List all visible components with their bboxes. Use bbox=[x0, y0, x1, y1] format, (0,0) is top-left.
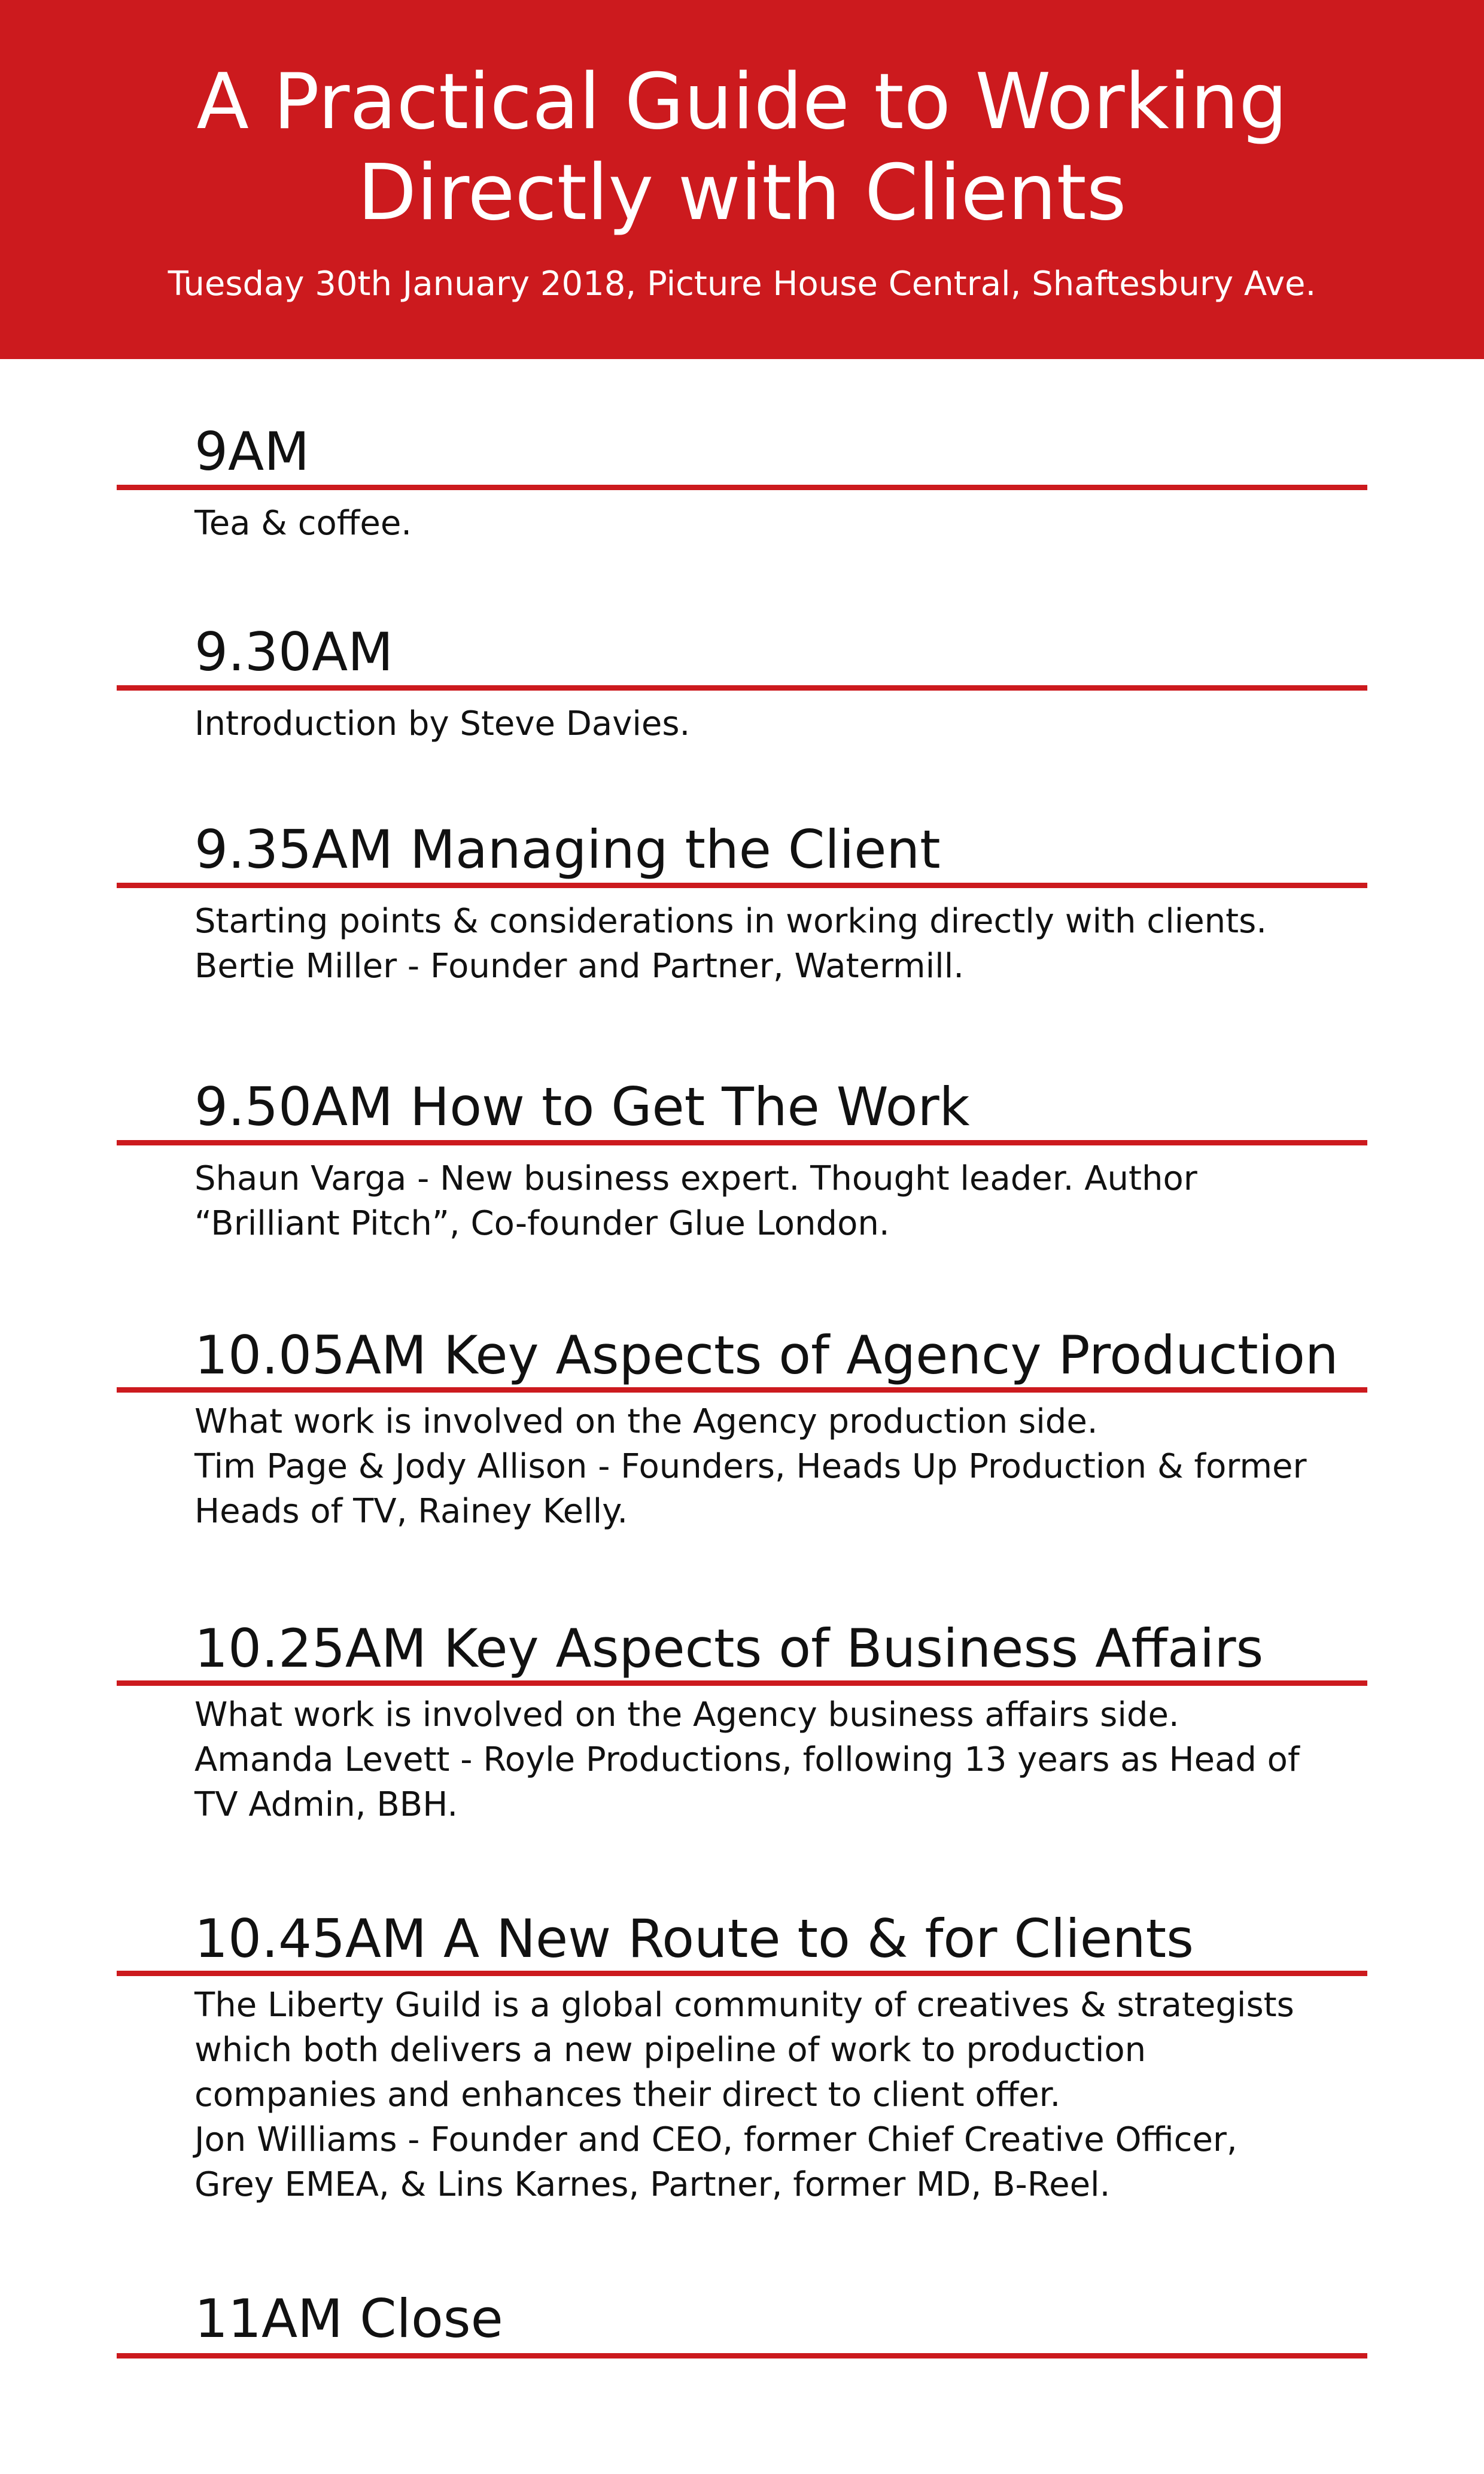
page-title: A Practical Guide to Working Directly with Clients bbox=[196, 57, 1288, 238]
description-line: What work is involved on the Agency business affairs side. bbox=[194, 1695, 1179, 1734]
description-line: Jon Williams - Founder and CEO, former Chief Creative Officer, bbox=[194, 2120, 1237, 2159]
session-heading: 10.25AM Key Aspects of Business Affairs bbox=[194, 1618, 1264, 1679]
description-line: The Liberty Guild is a global community of creatives & strategists bbox=[194, 1986, 1294, 2025]
description-line: Starting points & considerations in working directly with clients. bbox=[194, 902, 1267, 941]
session-description bbox=[194, 701, 690, 746]
event-details: Tuesday 30th January 2018, Picture House Central, Shaftesbury Ave. bbox=[168, 265, 1316, 303]
description-line: Heads of TV, Rainey Kelly. bbox=[194, 1492, 628, 1531]
description-line: companies and enhances their direct to client offer. bbox=[194, 2075, 1061, 2114]
section-divider bbox=[117, 1680, 1367, 1686]
section-divider bbox=[117, 685, 1367, 691]
session-description bbox=[194, 1692, 1300, 1827]
description-line: What work is involved on the Agency production side. bbox=[194, 1402, 1098, 1441]
description-line: which both delivers a new pipeline of work to production bbox=[194, 2031, 1147, 2069]
session-heading: 10.05AM Key Aspects of Agency Production bbox=[194, 1324, 1339, 1386]
session-heading: 9.35AM Managing the Client bbox=[194, 819, 941, 880]
section-divider bbox=[117, 1140, 1367, 1145]
session-heading: 9.30AM bbox=[194, 621, 394, 683]
section-divider bbox=[117, 1971, 1367, 1976]
session-description bbox=[194, 1399, 1306, 1534]
session-heading: 11AM Close bbox=[194, 2288, 503, 2350]
description-line: Tim Page & Jody Allison - Founders, Heads Up Production & former bbox=[194, 1447, 1307, 1486]
session-description bbox=[194, 1983, 1294, 2207]
description-line: Tea & coffee. bbox=[194, 504, 412, 543]
description-line: Introduction by Steve Davies. bbox=[194, 704, 691, 743]
session-heading: 9AM bbox=[194, 421, 310, 482]
session-description bbox=[194, 899, 1267, 989]
header-banner bbox=[0, 0, 1484, 359]
description-line: Grey EMEA, & Lins Karnes, Partner, former MD, B-Reel. bbox=[194, 2165, 1111, 2204]
description-line: TV Admin, BBH. bbox=[194, 1785, 458, 1824]
description-line: “Brilliant Pitch”, Co-founder Glue London. bbox=[194, 1204, 890, 1243]
description-line: Amanda Levett - Royle Productions, following 13 years as Head of bbox=[194, 1740, 1300, 1779]
session-heading: 9.50AM How to Get The Work bbox=[194, 1076, 970, 1138]
session-description bbox=[194, 501, 412, 546]
section-divider bbox=[117, 2353, 1367, 2358]
section-divider bbox=[117, 883, 1367, 888]
description-line: Bertie Miller - Founder and Partner, Watermill. bbox=[194, 947, 965, 986]
session-description bbox=[194, 1156, 1197, 1246]
description-line: Shaun Varga - New business expert. Thought leader. Author bbox=[194, 1159, 1197, 1198]
section-divider bbox=[117, 485, 1367, 490]
section-divider bbox=[117, 1387, 1367, 1393]
session-heading: 10.45AM A New Route to & for Clients bbox=[194, 1908, 1194, 1970]
